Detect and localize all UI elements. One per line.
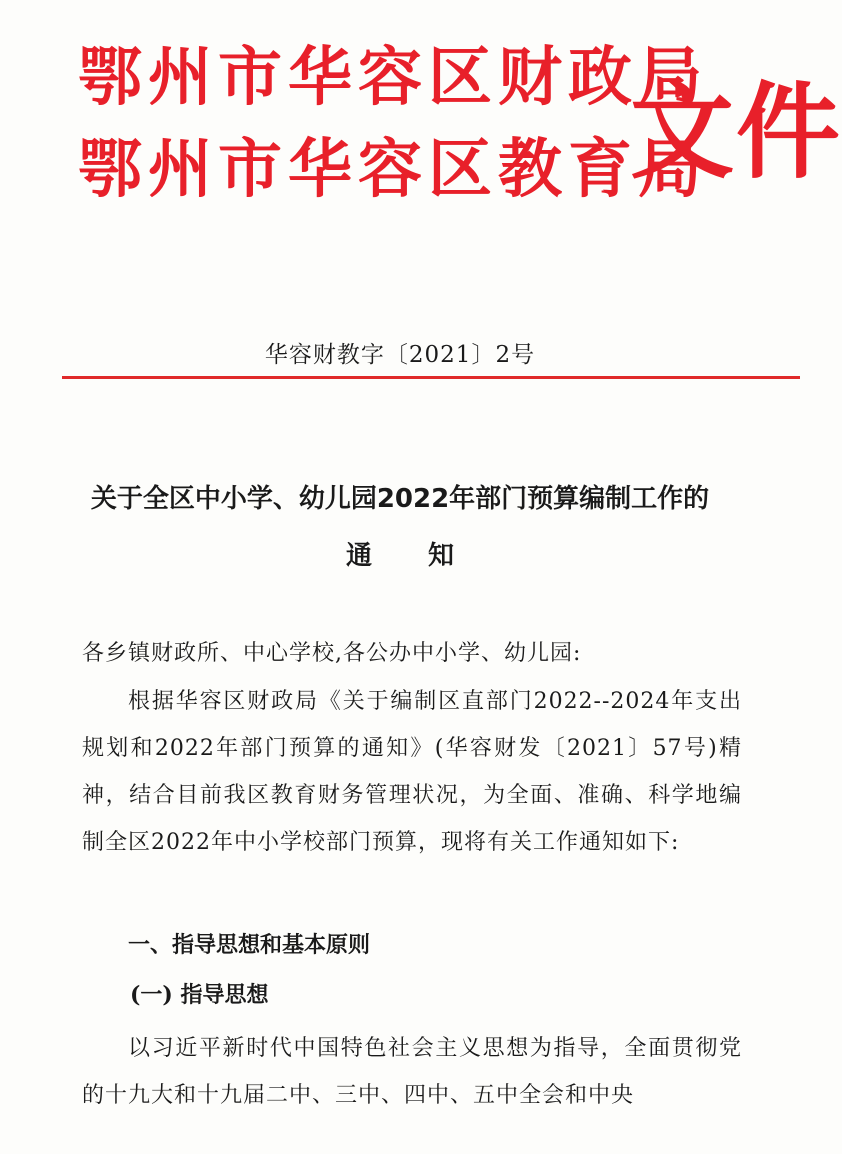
issuer-education-bureau: 鄂州市华容区教育局 [78,132,708,207]
issuer-finance-bureau: 鄂州市华容区财政局 [78,40,708,115]
document-title-line1: 关于全区中小学、幼儿园2022年部门预算编制工作的 [90,484,710,514]
document-label: 文件 [630,70,842,193]
section-paragraph: 以习近平新时代中国特色社会主义思想为指导，全面贯彻党的十九大和十九届二中、三中、四中、五中全会和中央 [82,1036,742,1108]
document-title-line2: 通知 [345,541,510,571]
document-number: 华容财教字〔2021〕2号 [264,342,536,368]
red-divider-line [62,376,800,379]
salutation: 各乡镇财政所、中心学校,各公办中小学、幼儿园: [82,641,582,666]
document-header [0,0,842,240]
section-heading: 一、指导思想和基本原则 [128,933,371,958]
body-paragraph: 根据华容区财政局《关于编制区直部门2022--2024年支出规划和2022年部门预算的通知》(华容财发〔2021〕57号)精神，结合目前我区教育财务管理状况，为全面、准确、科学地编制全区2022年中小学校部门预算，现将有关工作通知如下: [82,689,742,855]
subsection-heading: (一) 指导思想 [130,982,269,1008]
